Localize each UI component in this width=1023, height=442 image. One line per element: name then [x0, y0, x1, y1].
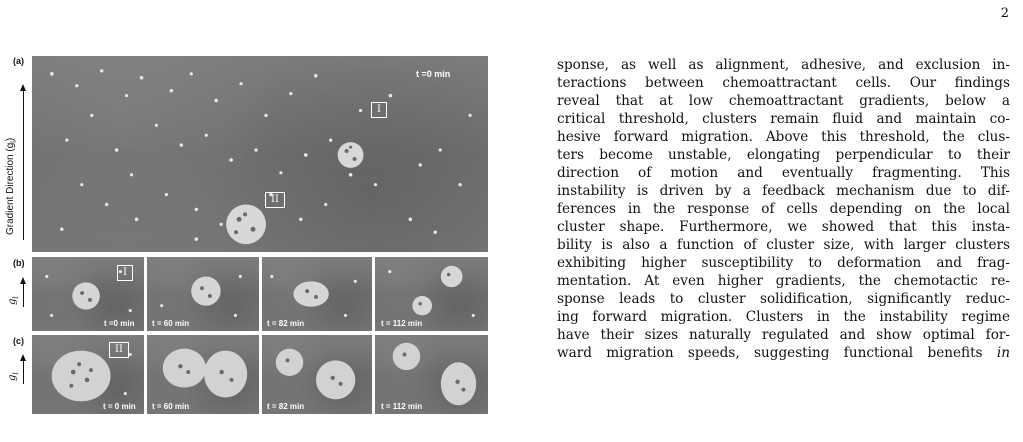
body-text-line: have their sizes naturally regulated and show optimal for-	[557, 327, 1010, 343]
body-text-column	[557, 56, 1010, 362]
body-text-line: cluster shape. Furthermore, we showed that this insta-	[557, 219, 1010, 235]
body-text-line: sponse, as well as alignment, adhesive, and exclusion in-	[557, 57, 1010, 73]
body-text-line: bility is also a function of cluster size, with larger clusters	[557, 237, 1010, 253]
panel-b-label: (b)	[13, 258, 25, 268]
panel-c-time-3: t = 82 min	[267, 402, 305, 411]
body-text-line: teractions between chemoattractant cells. Our findings	[557, 75, 1010, 91]
body-text-last-line-italic: in	[996, 345, 1010, 361]
panel-a-time: t =0 min	[416, 69, 451, 79]
body-text-last-line	[557, 344, 1010, 362]
page-number: 2	[1000, 6, 1009, 21]
body-text-line: direction of motion and eventually fragmenting. This	[557, 165, 1010, 181]
body-text-line: reveal that at low chemoattractant gradients, below a	[557, 93, 1010, 109]
gl-label-b: $g_l$	[7, 296, 20, 305]
panel-b-time-2: t = 60 min	[152, 319, 190, 328]
panel-a-cluster-I: I	[371, 102, 387, 118]
panel-a-cells	[32, 56, 488, 252]
panel-b-frame-1	[31, 256, 145, 332]
panel-c-frame-2	[146, 334, 260, 415]
panel-b-frame-4	[374, 256, 489, 332]
body-text-line: ters become unstable, elongating perpendicular to their	[557, 147, 1010, 163]
gradient-direction-label: Gradient Direction $(g_l)$	[5, 137, 18, 235]
panel-b-time-4: t = 112 min	[381, 319, 423, 328]
body-text-line: ferences in the response of cells depending on the local	[557, 201, 1010, 217]
body-text-line: hesive forward migration. Above this threshold, the clus-	[557, 129, 1010, 145]
body-text-line: exhibiting higher susceptibility to deformation and frag-	[557, 255, 1010, 271]
body-text-line: ing forward migration. Clusters in the instability regime	[557, 309, 1010, 325]
panel-c-frame-3	[261, 334, 373, 415]
gradient-arrow-b	[23, 283, 24, 307]
panel-b-time-3: t = 82 min	[267, 319, 305, 328]
body-text-line: instability is driven by a feedback mechanism due to dif-	[557, 183, 1010, 199]
body-text-line: critical threshold, clusters remain fluid and maintain co-	[557, 111, 1010, 127]
panel-c-time-2: t = 60 min	[152, 402, 190, 411]
panel-a-label: (a)	[13, 56, 24, 66]
body-text-line: mentation. At even higher gradients, the chemotactic re-	[557, 273, 1010, 289]
panel-b-frame-2	[146, 256, 260, 332]
gradient-arrow-c	[23, 360, 24, 384]
panel-c-cluster-II: II	[109, 342, 129, 358]
panel-b-frame-3	[261, 256, 373, 332]
gradient-arrow-a	[23, 90, 24, 240]
panel-c-frame-4	[374, 334, 489, 415]
panel-c-time-1: t = 0 min	[103, 402, 136, 411]
panel-b-time-1: t =0 min	[104, 319, 135, 328]
panel-a-cluster-II: II	[265, 192, 285, 208]
panel-a-image	[31, 55, 489, 253]
panel-c-label: (c)	[13, 336, 24, 346]
panel-c-frame-1	[31, 334, 145, 415]
gl-label-c: $g_l$	[7, 372, 20, 381]
body-text-line: sponse leads to cluster solidification, significantly reduc-	[557, 291, 1010, 307]
panel-b-cluster-I: I	[117, 265, 133, 281]
panel-c-time-4: t = 112 min	[381, 402, 423, 411]
body-text-last-line-main: ward migration speeds, suggesting functional benefits	[557, 345, 983, 361]
